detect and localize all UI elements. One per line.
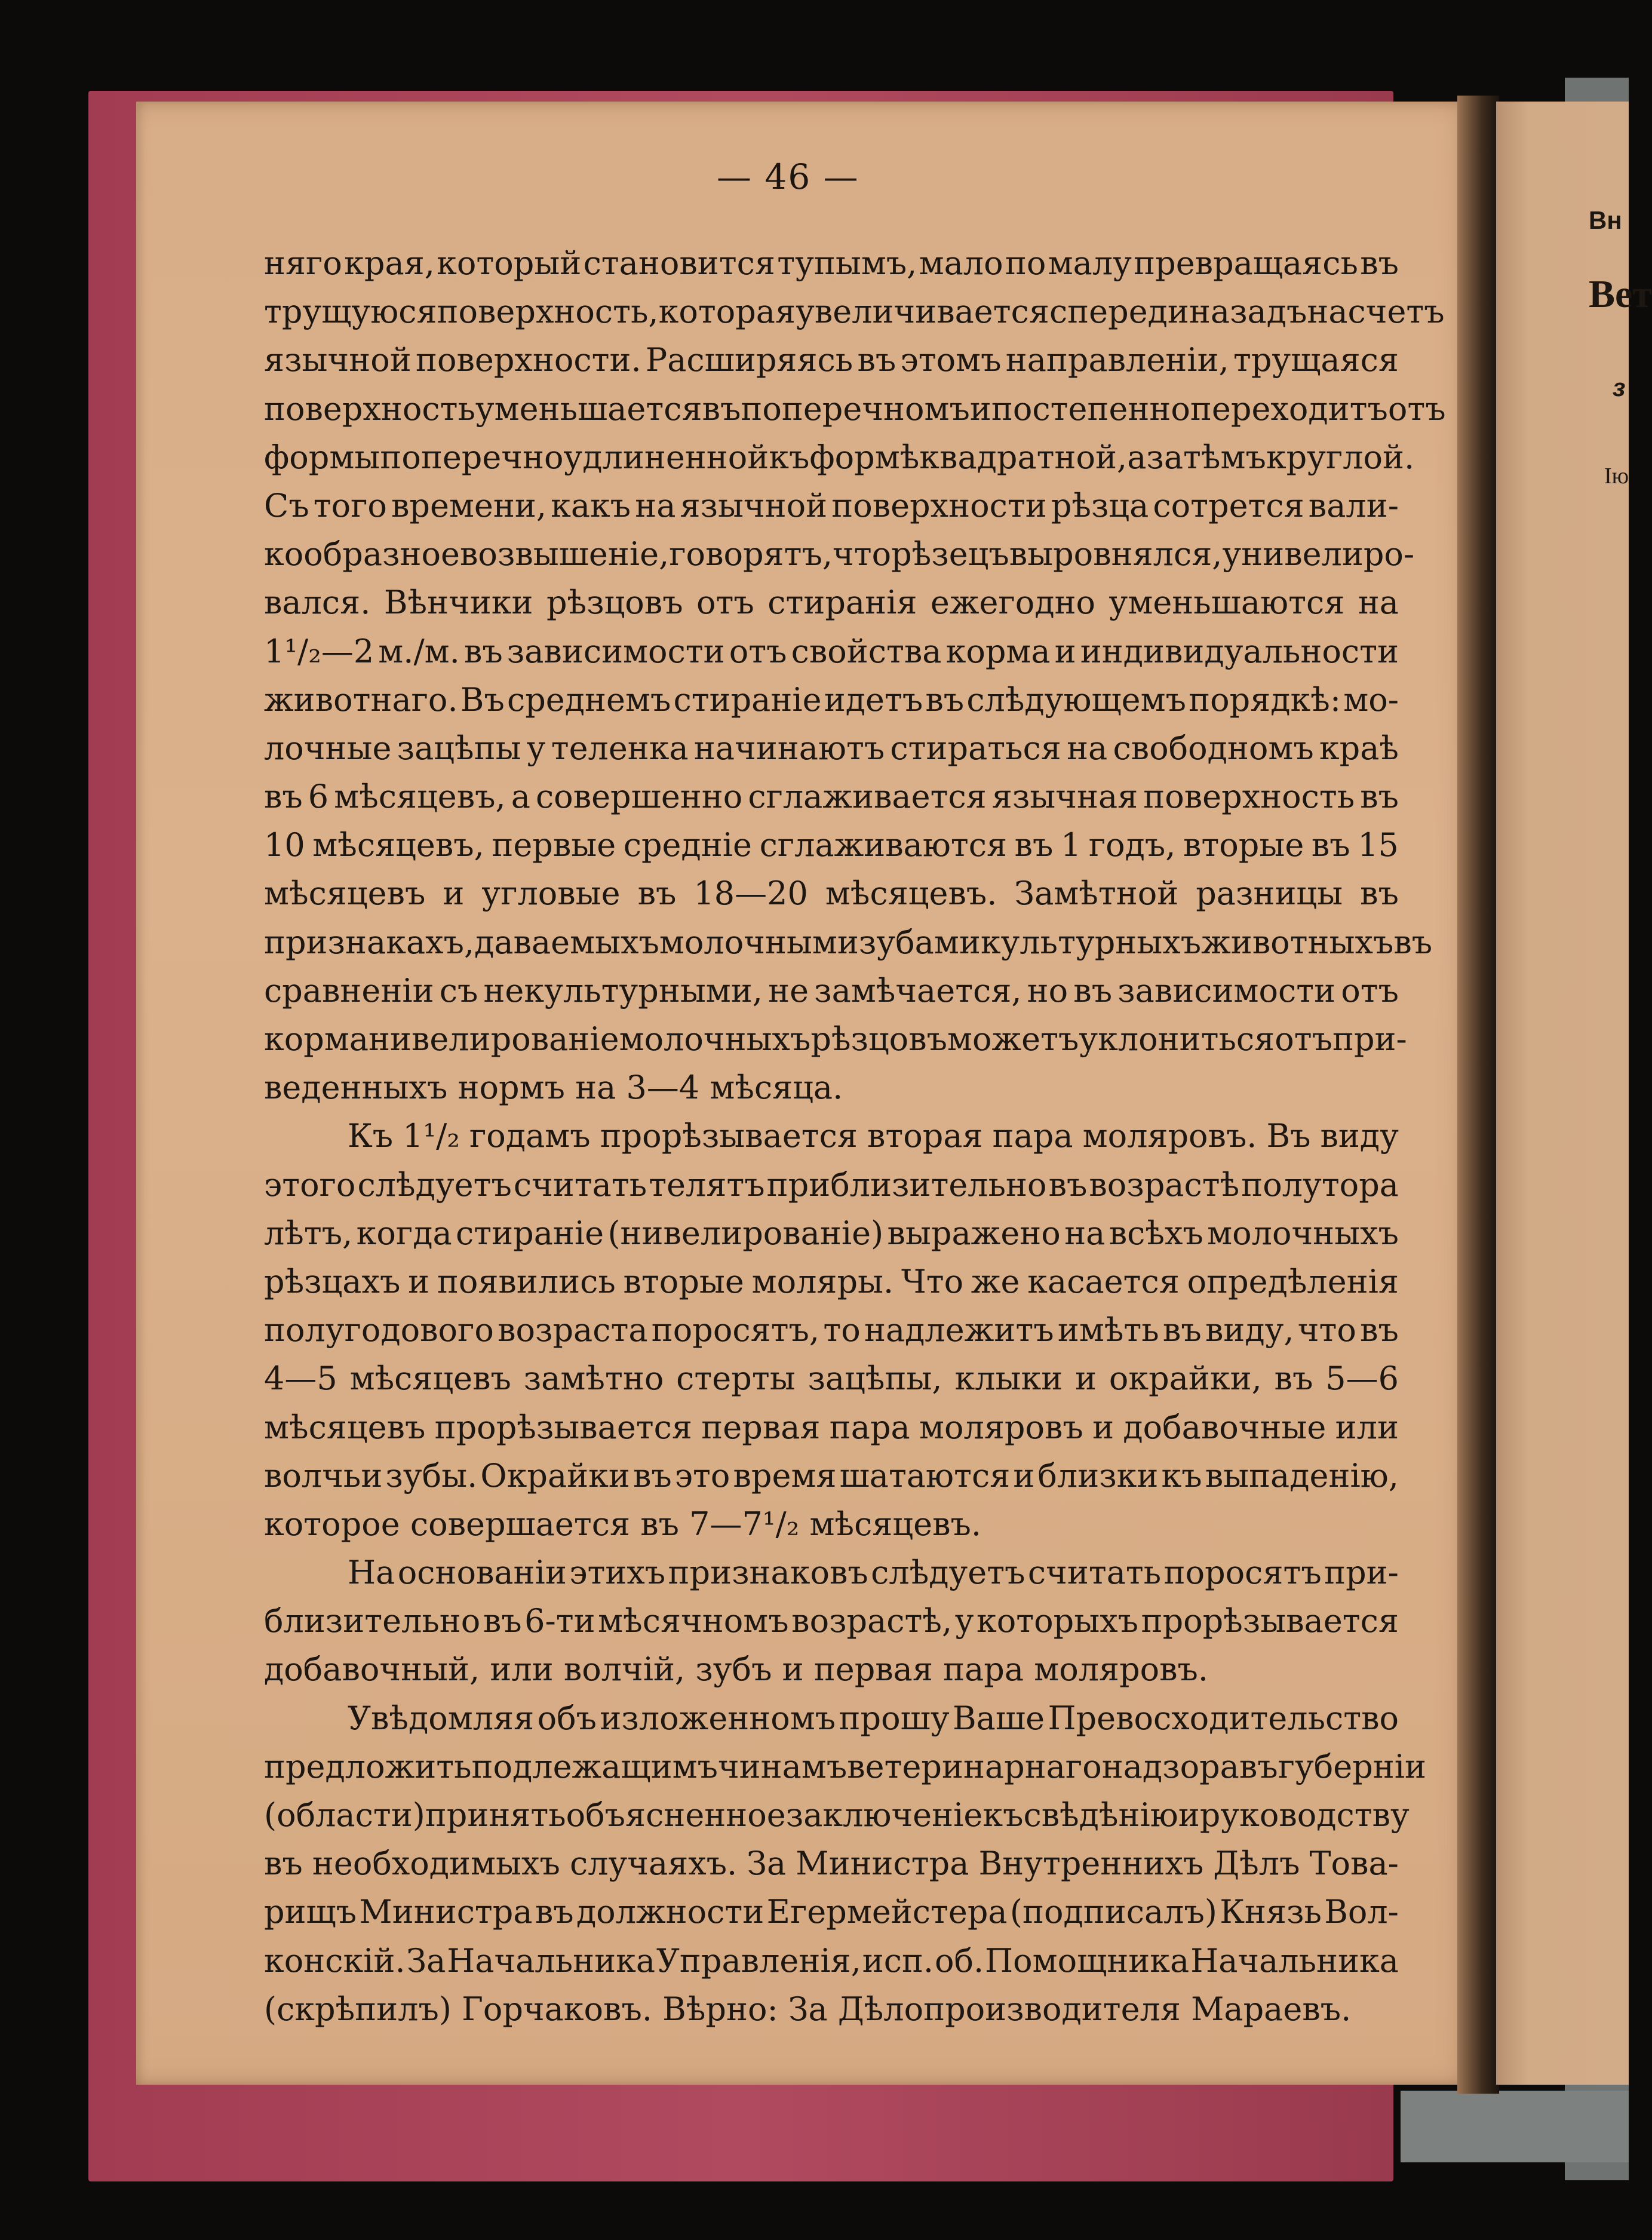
text-line: животнаго. Въ среднемъ стираніе идетъ въ слѣдующемъ порядкѣ: мо- — [264, 680, 1399, 719]
text-line: мѣсяцевъ прорѣзывается первая пара моляровъ и добавочные или — [264, 1408, 1399, 1446]
text-line: рѣзцахъ и появились вторые моляры. Что же касается опредѣленія — [264, 1262, 1399, 1300]
text-line: 1¹/₂—2 м./м. въ зависимости отъ свойства корма и индивидуальности — [264, 632, 1399, 670]
text-line: формы поперечноудлиненной къ формѣ квадратной, а затѣмъ круглой. — [264, 438, 1415, 476]
text-line: которое совершается въ 7—7¹/₂ мѣсяцевъ. — [264, 1505, 981, 1543]
text-line: Съ того времени, какъ на язычной поверхности рѣзца сотрется вали- — [264, 486, 1399, 524]
text-line: полугодового возраста поросятъ, то надлежитъ имѣть въ виду, что въ — [264, 1311, 1399, 1349]
text-line: корма нивелированіе молочныхъ рѣзцовъ можетъ уклониться отъ при- — [264, 1020, 1407, 1058]
text-line: трущуюся поверхность, которая увеличивается спереди назадъ на счетъ — [264, 293, 1445, 331]
next-page-fragment: Вн — [1589, 206, 1622, 234]
text-line: (области) принять объясненное заключеніе къ свѣдѣнію и руководству — [264, 1796, 1410, 1834]
text-line: близительно въ 6-ти мѣсячномъ возрастѣ, у которыхъ прорѣзывается — [264, 1602, 1399, 1640]
text-line: няго края, который становится тупымъ, мало по малу превращаясь въ — [264, 244, 1399, 282]
text-line: поверхность уменьшается въ поперечномъ и постепенно переходитъ отъ — [264, 389, 1446, 428]
text-line: конскій. За Начальника Управленія, исп. об. Помощника Начальника — [264, 1941, 1399, 1980]
text-line: въ 6 мѣсяцевъ, а совершенно сглаживается язычная поверхность въ — [264, 778, 1399, 816]
text-line: 4—5 мѣсяцевъ замѣтно стерты зацѣпы, клыки и окрайки, въ 5—6 — [264, 1360, 1399, 1398]
next-page-fragment: Вет — [1589, 272, 1652, 316]
text-line: лѣтъ, когда стираніе (нивелированіе) выражено на всѣхъ молочныхъ — [264, 1214, 1399, 1252]
text-line: кообразное возвышеніе, говорятъ, что рѣзецъ выровнялся, унивелиро- — [264, 535, 1415, 573]
text-line: Увѣдомляя объ изложенномъ прошу Ваше Превосходительство — [348, 1699, 1399, 1737]
body-text — [264, 239, 1446, 2033]
text-line: въ необходимыхъ случаяхъ. За Министра Внутреннихъ Дѣлъ Това- — [264, 1845, 1399, 1883]
text-line: лочные зацѣпы у теленка начинаютъ стираться на свободномъ краѣ — [264, 729, 1399, 767]
text-line: этого слѣдуетъ считать телятъ приблизительно въ возрастѣ полутора — [264, 1165, 1399, 1204]
book-gutter — [1457, 96, 1499, 2094]
text-line: язычной поверхности. Расширяясь въ этомъ направленіи, трущаяся — [264, 341, 1399, 379]
text-line: признакахъ, даваемыхъ молочными зубами культурныхъ животныхъ въ — [264, 923, 1433, 961]
page-number: — 46 — — [717, 157, 859, 197]
next-page-fragment: з — [1613, 373, 1626, 401]
text-line: сравненіи съ некультурными, не замѣчается, но въ зависимости отъ — [264, 971, 1399, 1009]
text-line: мѣсяцевъ и угловые въ 18—20 мѣсяцевъ. Замѣтной разницы въ — [264, 874, 1399, 913]
text-line: вался. Вѣнчики рѣзцовъ отъ стиранія ежегодно уменьшаются на — [264, 584, 1399, 622]
text-line: предложить подлежащимъ чинамъ ветеринарнаго надзора въ губерніи — [264, 1747, 1427, 1785]
text-line: (скрѣпилъ) Горчаковъ. Вѣрно: За Дѣлопроизводителя Мараевъ. — [264, 1990, 1352, 2028]
next-page-fragments — [1547, 0, 1652, 2240]
text-line: веденныхъ нормъ на 3—4 мѣсяца. — [264, 1069, 843, 1107]
text-line: 10 мѣсяцевъ, первые средніе сглаживаются въ 1 годъ, вторые въ 15 — [264, 826, 1399, 864]
text-line: На основаніи этихъ признаковъ слѣдуетъ считать поросятъ при- — [348, 1554, 1399, 1592]
text-line: волчьи зубы. Окрайки въ это время шатаются и близки къ выпаденію, — [264, 1456, 1399, 1495]
text-line: Къ 1¹/₂ годамъ прорѣзывается вторая пара моляровъ. Въ виду — [348, 1117, 1399, 1155]
text-line: рищъ Министра въ должности Егермейстера (подписалъ) Князь Вол- — [264, 1893, 1399, 1931]
text-line: добавочный, или волчій, зубъ и первая пара моляровъ. — [264, 1650, 1209, 1689]
next-page-fragment: Ію — [1604, 464, 1629, 489]
